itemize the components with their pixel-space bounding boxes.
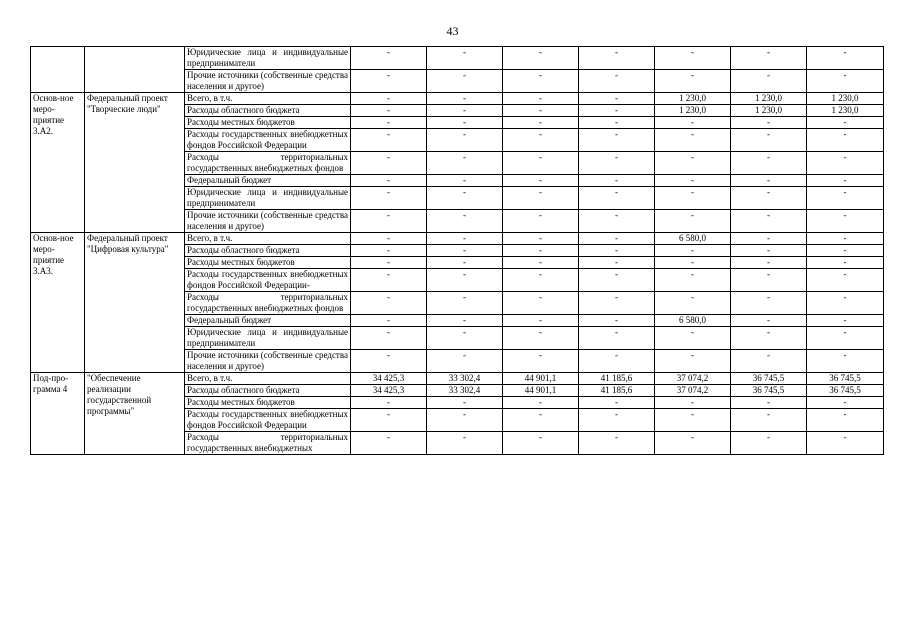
funding-source-cell: Юридические лица и индивидуальные предприниматели	[185, 327, 351, 350]
funding-source-cell: Расходы местных бюджетов	[185, 257, 351, 269]
value-cell: -	[503, 292, 579, 315]
value-cell: -	[503, 152, 579, 175]
value-cell: -	[351, 315, 427, 327]
value-cell: 41 185,6	[579, 373, 655, 385]
value-cell: -	[351, 70, 427, 93]
value-cell: -	[731, 315, 807, 327]
value-cell: -	[655, 245, 731, 257]
value-cell: -	[351, 187, 427, 210]
value-cell: -	[655, 175, 731, 187]
value-cell: -	[807, 47, 884, 70]
value-cell: -	[579, 269, 655, 292]
value-cell: -	[807, 292, 884, 315]
value-cell: -	[351, 233, 427, 245]
value-cell: -	[503, 397, 579, 409]
event-name-cell: Федеральный проект "Творческие люди"	[85, 93, 185, 233]
value-cell: -	[503, 70, 579, 93]
value-cell: -	[807, 117, 884, 129]
value-cell: -	[807, 269, 884, 292]
value-cell: -	[807, 327, 884, 350]
value-cell: -	[807, 187, 884, 210]
value-cell: 1 230,0	[655, 93, 731, 105]
value-cell: -	[503, 93, 579, 105]
event-name-cell: Федеральный проект "Цифровая культура"	[85, 233, 185, 373]
value-cell: 36 745,5	[731, 385, 807, 397]
value-cell: -	[427, 129, 503, 152]
value-cell: 6 580,0	[655, 315, 731, 327]
value-cell: -	[731, 257, 807, 269]
value-cell: -	[579, 105, 655, 117]
value-cell: -	[427, 350, 503, 373]
value-cell: -	[351, 129, 427, 152]
value-cell: -	[579, 397, 655, 409]
value-cell: -	[807, 432, 884, 455]
value-cell: -	[807, 315, 884, 327]
table-row	[31, 373, 884, 385]
value-cell: -	[503, 47, 579, 70]
value-cell: -	[807, 233, 884, 245]
funding-source-cell: Прочие источники (собственные средства населения и другое)	[185, 70, 351, 93]
value-cell: -	[655, 210, 731, 233]
value-cell: -	[503, 129, 579, 152]
value-cell: -	[503, 257, 579, 269]
value-cell: -	[503, 409, 579, 432]
value-cell: -	[351, 117, 427, 129]
value-cell: -	[427, 187, 503, 210]
value-cell: 34 425,3	[351, 373, 427, 385]
value-cell: -	[579, 257, 655, 269]
value-cell: -	[731, 117, 807, 129]
value-cell: -	[731, 175, 807, 187]
value-cell: -	[351, 397, 427, 409]
value-cell: -	[503, 187, 579, 210]
value-cell: -	[655, 70, 731, 93]
funding-source-cell: Расходы государственных внебюджетных фондов Российской Федерации	[185, 129, 351, 152]
value-cell: -	[731, 292, 807, 315]
value-cell: 1 230,0	[731, 93, 807, 105]
value-cell: -	[351, 210, 427, 233]
funding-source-cell: Расходы областного бюджета	[185, 105, 351, 117]
funding-source-cell: Расходы местных бюджетов	[185, 397, 351, 409]
value-cell: -	[351, 432, 427, 455]
value-cell: -	[807, 175, 884, 187]
value-cell: -	[579, 210, 655, 233]
value-cell: -	[807, 350, 884, 373]
funding-source-cell: Прочие источники (собственные средства населения и другое)	[185, 210, 351, 233]
value-cell: -	[731, 70, 807, 93]
event-title-cell: Основ-ное меро-приятие 3.А2.	[31, 93, 85, 233]
value-cell: -	[351, 327, 427, 350]
funding-source-cell: Расходы государственных внебюджетных фондов Российской Федерации-	[185, 269, 351, 292]
value-cell: 37 074,2	[655, 385, 731, 397]
table-row	[31, 233, 884, 245]
value-cell: -	[427, 257, 503, 269]
value-cell: -	[731, 245, 807, 257]
event-name-cell	[85, 47, 185, 93]
value-cell: -	[579, 70, 655, 93]
value-cell: -	[503, 315, 579, 327]
funding-source-cell: Расходы областного бюджета	[185, 385, 351, 397]
value-cell: -	[503, 117, 579, 129]
value-cell: -	[351, 105, 427, 117]
value-cell: -	[731, 350, 807, 373]
value-cell: 44 901,1	[503, 373, 579, 385]
value-cell: 1 230,0	[807, 105, 884, 117]
value-cell: -	[503, 350, 579, 373]
funding-source-cell: Федеральный бюджет	[185, 315, 351, 327]
value-cell: -	[579, 175, 655, 187]
value-cell: -	[655, 129, 731, 152]
value-cell: -	[655, 292, 731, 315]
value-cell: 1 230,0	[807, 93, 884, 105]
value-cell: 6 580,0	[655, 233, 731, 245]
value-cell: -	[427, 210, 503, 233]
funding-source-cell: Расходы местных бюджетов	[185, 117, 351, 129]
value-cell: -	[579, 327, 655, 350]
value-cell: -	[503, 327, 579, 350]
value-cell: -	[579, 350, 655, 373]
value-cell: 33 302,4	[427, 385, 503, 397]
value-cell: -	[579, 187, 655, 210]
value-cell: -	[807, 397, 884, 409]
value-cell: -	[351, 257, 427, 269]
value-cell: -	[427, 245, 503, 257]
value-cell: -	[503, 210, 579, 233]
value-cell: 33 302,4	[427, 373, 503, 385]
value-cell: -	[427, 117, 503, 129]
value-cell: -	[655, 187, 731, 210]
value-cell: -	[351, 292, 427, 315]
value-cell: 37 074,2	[655, 373, 731, 385]
value-cell: -	[503, 175, 579, 187]
value-cell: -	[351, 47, 427, 70]
funding-source-cell: Прочие источники (собственные средства населения и другое)	[185, 350, 351, 373]
value-cell: -	[427, 432, 503, 455]
budget-table	[30, 46, 884, 455]
value-cell: -	[579, 409, 655, 432]
value-cell: -	[503, 233, 579, 245]
table-row	[31, 47, 884, 70]
event-name-cell: "Обеспечение реализации государственной программы"	[85, 373, 185, 455]
value-cell: -	[503, 432, 579, 455]
table-row	[31, 93, 884, 105]
value-cell: -	[731, 269, 807, 292]
value-cell: -	[579, 129, 655, 152]
value-cell: -	[427, 292, 503, 315]
value-cell: -	[427, 47, 503, 70]
value-cell: -	[351, 175, 427, 187]
funding-source-cell: Расходы областного бюджета	[185, 245, 351, 257]
value-cell: -	[579, 245, 655, 257]
value-cell: -	[579, 233, 655, 245]
value-cell: -	[579, 152, 655, 175]
value-cell: -	[655, 397, 731, 409]
funding-source-cell: Расходы территориальных государственных внебюджетных	[185, 432, 351, 455]
value-cell: -	[731, 327, 807, 350]
value-cell: -	[655, 47, 731, 70]
value-cell: 36 745,5	[731, 373, 807, 385]
value-cell: -	[351, 152, 427, 175]
value-cell: -	[731, 210, 807, 233]
value-cell: -	[655, 257, 731, 269]
value-cell: -	[503, 105, 579, 117]
value-cell: -	[427, 175, 503, 187]
event-title-cell: Под-про-грамма 4	[31, 373, 85, 455]
value-cell: 1 230,0	[655, 105, 731, 117]
value-cell: -	[427, 93, 503, 105]
event-title-cell: Основ-ное меро-приятие 3.А3.	[31, 233, 85, 373]
value-cell: -	[655, 269, 731, 292]
value-cell: -	[731, 409, 807, 432]
funding-source-cell: Расходы территориальных государственных внебюджетных фондов	[185, 152, 351, 175]
funding-source-cell: Юридические лица и индивидуальные предприниматели	[185, 47, 351, 70]
value-cell: 41 185,6	[579, 385, 655, 397]
funding-source-cell: Юридические лица и индивидуальные предприниматели	[185, 187, 351, 210]
value-cell: -	[427, 315, 503, 327]
value-cell: -	[731, 187, 807, 210]
value-cell: -	[655, 409, 731, 432]
value-cell: -	[655, 117, 731, 129]
value-cell: -	[351, 269, 427, 292]
value-cell: -	[807, 245, 884, 257]
value-cell: -	[503, 269, 579, 292]
value-cell: -	[579, 47, 655, 70]
value-cell: -	[427, 409, 503, 432]
value-cell: -	[731, 432, 807, 455]
value-cell: -	[655, 350, 731, 373]
funding-source-cell: Всего, в т.ч.	[185, 93, 351, 105]
value-cell: -	[731, 129, 807, 152]
value-cell: -	[655, 152, 731, 175]
value-cell: 1 230,0	[731, 105, 807, 117]
value-cell: -	[579, 93, 655, 105]
value-cell: -	[807, 152, 884, 175]
value-cell: -	[351, 409, 427, 432]
value-cell: -	[427, 105, 503, 117]
value-cell: -	[427, 269, 503, 292]
value-cell: 36 745,5	[807, 385, 884, 397]
value-cell: -	[427, 233, 503, 245]
funding-source-cell: Всего, в т.ч.	[185, 373, 351, 385]
page-number: 43	[446, 24, 459, 38]
event-title-cell	[31, 47, 85, 93]
value-cell: 36 745,5	[807, 373, 884, 385]
value-cell: -	[427, 327, 503, 350]
value-cell: -	[427, 152, 503, 175]
value-cell: 34 425,3	[351, 385, 427, 397]
funding-source-cell: Расходы территориальных государственных внебюджетных фондов	[185, 292, 351, 315]
value-cell: -	[351, 245, 427, 257]
value-cell: -	[731, 233, 807, 245]
value-cell: -	[731, 152, 807, 175]
value-cell: -	[579, 315, 655, 327]
value-cell: -	[807, 257, 884, 269]
value-cell: 44 901,1	[503, 385, 579, 397]
value-cell: -	[503, 245, 579, 257]
value-cell: -	[427, 397, 503, 409]
funding-source-cell: Всего, в т.ч.	[185, 233, 351, 245]
value-cell: -	[807, 70, 884, 93]
value-cell: -	[579, 432, 655, 455]
value-cell: -	[807, 129, 884, 152]
value-cell: -	[655, 432, 731, 455]
funding-source-cell: Расходы государственных внебюджетных фондов Российской Федерации	[185, 409, 351, 432]
value-cell: -	[351, 350, 427, 373]
funding-source-cell: Федеральный бюджет	[185, 175, 351, 187]
value-cell: -	[807, 409, 884, 432]
value-cell: -	[579, 117, 655, 129]
value-cell: -	[807, 210, 884, 233]
value-cell: -	[731, 397, 807, 409]
value-cell: -	[427, 70, 503, 93]
value-cell: -	[731, 47, 807, 70]
value-cell: -	[351, 93, 427, 105]
value-cell: -	[579, 292, 655, 315]
value-cell: -	[655, 327, 731, 350]
